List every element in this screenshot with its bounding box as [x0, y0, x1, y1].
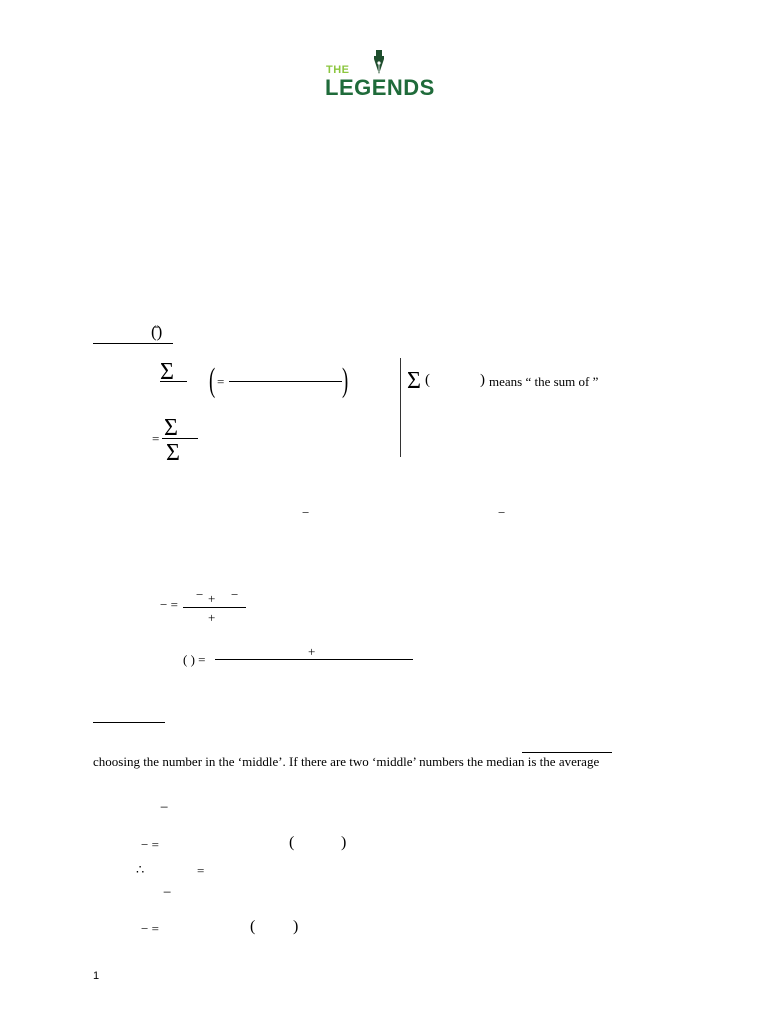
formula1-left-paren: (	[209, 362, 216, 399]
example2-open-paren: (	[250, 918, 256, 935]
example1-bar: −	[160, 800, 169, 816]
formula2-equals: =	[152, 431, 160, 446]
example1-equals: =	[197, 863, 205, 878]
example2-bar: −	[163, 885, 172, 901]
formula2-sigma-top: Σ	[164, 415, 178, 441]
example2-close-paren: )	[293, 918, 299, 935]
example1-open-paren: (	[289, 834, 295, 851]
combined-paren-fraction-bar	[215, 659, 413, 660]
combined-numerator-plus: +	[208, 591, 216, 606]
mean-heading-symbol: (̄)	[151, 322, 163, 341]
combined-numerator-bar2: −	[231, 587, 239, 602]
median-sentence: choosing the number in the ‘middle’. If there are two ‘middle’ numbers the median is the average	[93, 754, 600, 769]
fountain-pen-nib-icon	[372, 50, 386, 76]
example1-lhs: − =	[141, 837, 159, 852]
combined-paren-lhs: ( ) =	[183, 652, 206, 667]
legends-logo	[324, 50, 444, 100]
page-number: 1	[93, 970, 100, 982]
definition-text: means “ the sum of ”	[489, 374, 599, 389]
formula1-sigma: Σ	[160, 359, 174, 385]
formula2-fraction-bar	[162, 438, 198, 439]
definition-sigma: Σ	[407, 368, 421, 394]
combined-mean-lhs: − =	[160, 597, 178, 612]
median-heading-underline	[93, 722, 165, 723]
formula1-inner-equals: =	[217, 374, 225, 389]
formula1-right-paren: )	[342, 362, 349, 399]
bar-mark-1: −	[302, 505, 310, 520]
combined-denominator: +	[208, 610, 216, 625]
combined-numerator-bar1: −	[196, 587, 204, 602]
formula1-inner-fraction-bar	[229, 381, 342, 382]
mean-heading-underline	[93, 343, 173, 344]
example1-therefore: ∴	[136, 862, 145, 877]
formula1-fraction-bar	[160, 381, 187, 382]
logo-the-text: THE	[326, 64, 350, 76]
formula2-sigma-bottom: Σ	[166, 440, 180, 466]
example2-lhs: − =	[141, 921, 159, 936]
logo-legends-text: LEGENDS	[325, 75, 435, 100]
combined-fraction-bar	[183, 607, 246, 608]
median-word-underline	[522, 752, 612, 753]
vertical-divider	[400, 358, 401, 457]
definition-open-paren: (	[425, 372, 430, 388]
definition-close-paren: )	[480, 372, 485, 388]
combined-paren-numerator: +	[308, 644, 316, 659]
bar-mark-2: −	[498, 505, 506, 520]
example1-close-paren: )	[341, 834, 347, 851]
